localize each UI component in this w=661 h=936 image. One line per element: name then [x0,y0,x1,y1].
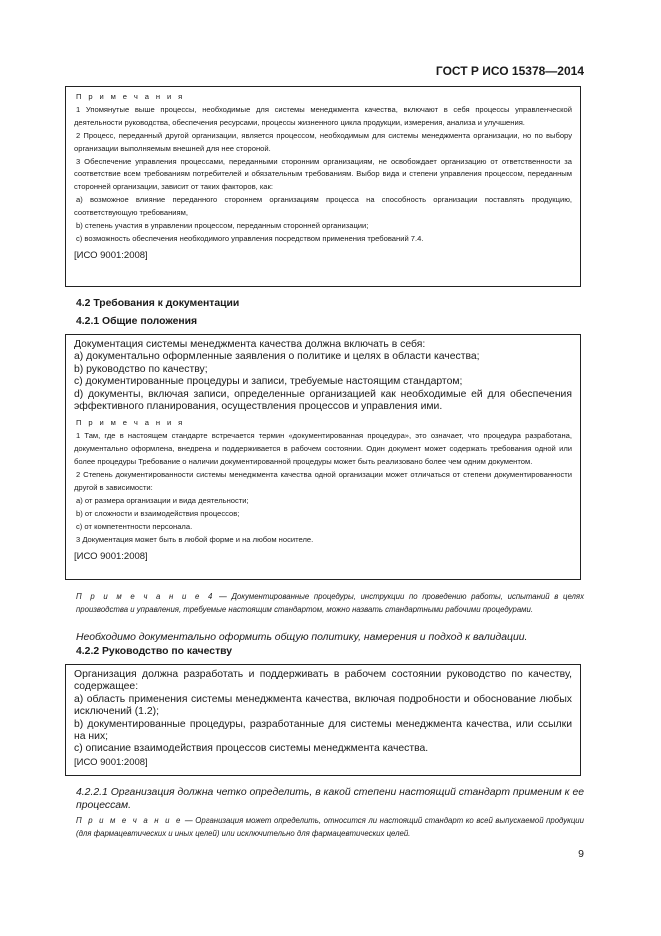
note-2-item-a: a) от размера организации и вида деятельности; [76,495,249,505]
validation-requirement: Необходимо документально оформить общую политику, намерения и подход к валидации. [76,632,528,643]
iso-quote-box-documentation [65,334,581,580]
note-2: 2 Процесс, переданный другой организации, является процессом, необходимым для системы менеджмента организации, но по выбору организации выполняемым внешней для нее стороной. [74,130,572,153]
list-item-a: a) область применения системы менеджмента качества, включая подробности и обоснование любых исключений (1.2); [74,693,572,718]
list-item-a: a) возможное влияние переданного стороннем организациям процесса на способность организации поставлять продукцию, соответствующую требованиям, [74,195,572,218]
list-item-d: d) документы, включая записи, определенные организацией как необходимые ей для обеспечения эффективного планирования, осуществления процессов и управления ими. [74,388,572,413]
notes-title: П р и м е ч а н и я [76,92,185,101]
note-4 [76,591,584,616]
list-item-c: c) документированные процедуры и записи, требуемые настоящим стандартом; [74,376,463,388]
section-heading-4-2-1: 4.2.1 Общие положения [76,316,198,327]
clause-4-2-2-1: 4.2.2.1 Организация должна четко определить, в какой степени настоящий стандарт применим к ее процессам. [76,787,584,811]
note-final-text: — Организация может определить, относится ли настоящий стандарт ко всей выпускаемой продукции (для фармацевтических и иных целей) или исключительно для фармацевтических целей. [76,816,584,838]
list-item-c: c) возможность обеспечения необходимого управления посредством применения требований 7.4. [76,233,424,243]
list-item-b: b) руководство по качеству; [74,363,208,375]
iso-reference: [ИСО 9001:2008] [74,249,148,261]
iso-reference: [ИСО 9001:2008] [74,550,148,562]
section-heading-4-2: 4.2 Требования к документации [76,298,240,309]
list-item-b: b) степень участия в управлении процессом, переданным сторонней организации; [76,221,369,231]
box-intro: Организация должна разработать и поддерживать в рабочем состоянии руководство по качеству, содержащее: [74,669,572,693]
note-2-item-c: c) от компетентности персонала. [76,521,193,531]
note-1: 1 Упомянутые выше процессы, необходимые для системы менеджмента качества, включают в себя процессы управленческой деятельности руководства, обеспечения ресурсами, процессы жизненного цикла продукции, измерения, анализа и улучшения. [74,104,572,127]
list-item-b: b) документированные процедуры, разработанные для системы менеджмента качества, или ссылки на них; [74,718,572,743]
note-2: 2 Степень документированности системы менеджмента качества одной организации может отличаться от степени документированности другой в зависимости: [74,470,572,492]
list-item-c: c) описание взаимодействия процессов системы менеджмента качества. [74,743,429,755]
notes-title: П р и м е ч а н и я [76,418,185,428]
note-1: 1 Там, где в настоящем стандарте встречается термин «документированная процедура», это означает, что процедура разработана, документально оформлена, внедрена и поддерживается в рабочем состоянии. Один документ может содержать требования одной или более процедуры Требование о наличии документированной процедуры может быть реализовано более чем одним документом. [74,431,572,467]
page-header-title: ГОСТ Р ИСО 15378—2014 [435,64,584,78]
note-3: 3 Обеспечение управления процессами, переданными сторонним организациям, не освобождает организацию от ответственности за соответствие всем требованиям потребителей и обязательным требованиям. Выбор вида и степени управления процессом, переданным сторонней организации, зависит от таких факторов, как: [74,156,572,192]
note-final-label: П р и м е ч а н и е [76,816,183,825]
note-2-item-b: b) от сложности и взаимодействия процессов; [76,508,240,518]
iso-quote-box-quality-manual [65,664,581,776]
section-heading-4-2-2: 4.2.2 Руководство по качеству [76,646,233,657]
note-final [76,815,584,840]
note-3: 3 Документация может быть в любой форме и на любом носителе. [76,534,314,544]
list-item-a: a) документально оформленные заявления о политике и целях в области качества; [74,351,480,363]
note-4-label: П р и м е ч а н и е 4 [76,592,215,601]
iso-reference: [ИСО 9001:2008] [74,756,148,768]
box-intro: Документация системы менеджмента качества должна включать в себя: [74,339,426,350]
iso-quote-box-processes [65,86,581,287]
note-4-text: — Документированные процедуры, инструкции по проведению работы, испытаний в целях производства и управления, требуемые настоящим стандартом, можно назвать стандартными рабочими процедурами. [76,592,584,614]
page-number: 9 [578,848,584,860]
